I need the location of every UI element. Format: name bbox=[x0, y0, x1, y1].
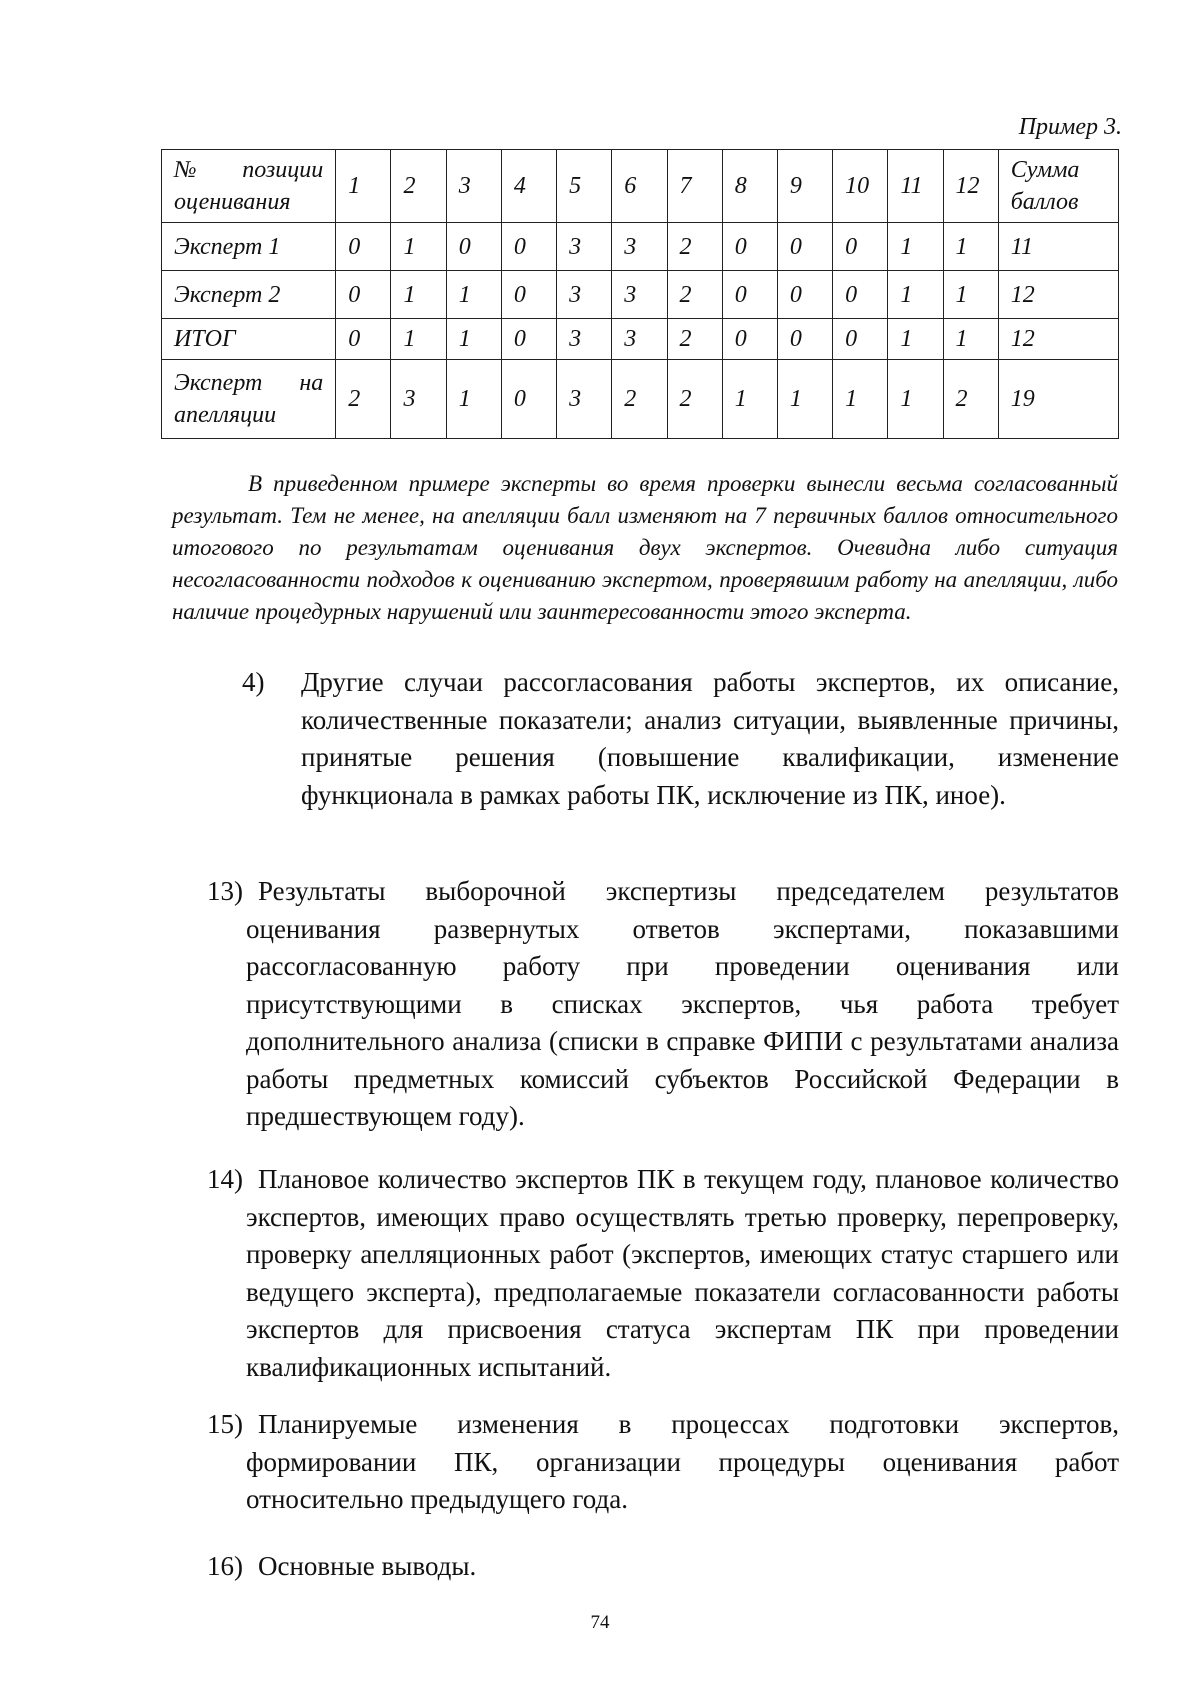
score-cell: 1 bbox=[777, 360, 832, 439]
score-cell: 0 bbox=[336, 319, 391, 360]
score-cell: 3 bbox=[612, 319, 667, 360]
score-cell: 3 bbox=[391, 360, 446, 439]
score-cell: 2 bbox=[667, 319, 722, 360]
list-item bbox=[0, 664, 1200, 864]
score-cell: 3 bbox=[557, 271, 612, 319]
score-cell: 0 bbox=[722, 319, 777, 360]
score-cell: 2 bbox=[667, 360, 722, 439]
list-item-text: Результаты выборочной экспертизы председателем результатов оценивания развернутых ответов экспертами, показавшими рассогласованную работу при проведении оценивания или присутствующими в списках экспертов, чья работа требует дополнительного анализа (списки в справке ФИПИ с результатами анализа работы предметных комиссий субъектов Российской Федерации в предшествующем году). bbox=[246, 876, 1119, 1131]
header-position-cell: 12 bbox=[943, 150, 998, 223]
score-cell: 0 bbox=[501, 271, 556, 319]
score-cell: 0 bbox=[833, 319, 888, 360]
score-cell: 1 bbox=[446, 319, 501, 360]
header-position-cell: 2 bbox=[391, 150, 446, 223]
score-cell: 0 bbox=[777, 319, 832, 360]
score-cell: 1 bbox=[888, 319, 943, 360]
row-label-cell: Эксперт 2 bbox=[162, 271, 336, 319]
score-cell: 1 bbox=[722, 360, 777, 439]
score-cell: 0 bbox=[336, 271, 391, 319]
header-position-cell: 3 bbox=[446, 150, 501, 223]
row-label-cell: ИТОГ bbox=[162, 319, 336, 360]
score-cell: 2 bbox=[667, 271, 722, 319]
score-cell: 3 bbox=[612, 271, 667, 319]
page-number: 74 bbox=[590, 1612, 610, 1633]
score-cell: 2 bbox=[667, 223, 722, 271]
score-cell: 1 bbox=[888, 360, 943, 439]
list-item-text: Плановое количество экспертов ПК в текущем году, плановое количество экспертов, имеющих право осуществлять третью проверку, перепроверку, проверку апелляционных работ (экспертов, имеющих статус старшего или ведущего эксперта), предполагаемые показатели согласованности работы экспертов для присвоения статуса экспертам ПК при проведении квалификационных испытаний. bbox=[246, 1164, 1119, 1382]
header-position-cell: 4 bbox=[501, 150, 556, 223]
header-position-cell: 6 bbox=[612, 150, 667, 223]
example-label: Пример 3. bbox=[1018, 114, 1122, 140]
score-cell: 0 bbox=[722, 223, 777, 271]
score-cell: 0 bbox=[777, 271, 832, 319]
score-cell: 1 bbox=[888, 223, 943, 271]
list-item-number: 4) bbox=[242, 667, 265, 697]
score-cell: 1 bbox=[391, 223, 446, 271]
score-cell: 0 bbox=[777, 223, 832, 271]
score-cell: 1 bbox=[446, 360, 501, 439]
score-cell: 0 bbox=[446, 223, 501, 271]
list-item-number: 15) bbox=[207, 1409, 243, 1439]
list-item-number: 13) bbox=[207, 876, 243, 906]
example-commentary: В приведенном примере эксперты во время проверки вынесли весьма согласованный результат. Тем не менее, на апелляции балл изменяют на 7 первичных баллов относительного итогового по результатам оценивания двух экспертов. Очевидна либо ситуация несогласованности подходов к оцениванию экспертом, проверявшим работу на апелляции, либо наличие процедурных нарушений или заинтересованности этого эксперта. bbox=[172, 471, 1118, 624]
score-cell: 0 bbox=[501, 360, 556, 439]
list-item-text: Другие случаи рассогласования работы экспертов, их описание, количественные показатели; анализ ситуации, выявленные причины, принятые решения (повышение квалификации, изменение функционала в рамках работы ПК, исключение из ПК, иное). bbox=[301, 667, 1119, 810]
header-total-cell: Сумма баллов bbox=[998, 150, 1118, 223]
score-cell: 2 bbox=[943, 360, 998, 439]
table-row bbox=[162, 223, 1119, 271]
score-cell: 1 bbox=[943, 319, 998, 360]
list-item-number: 14) bbox=[207, 1164, 243, 1194]
scores-table bbox=[161, 149, 1119, 439]
total-cell: 19 bbox=[998, 360, 1118, 439]
score-cell: 1 bbox=[888, 271, 943, 319]
table-row bbox=[162, 360, 1119, 439]
list-item-number: 16) bbox=[207, 1551, 243, 1581]
row-label-cell: Эксперт 1 bbox=[162, 223, 336, 271]
score-cell: 3 bbox=[557, 223, 612, 271]
table-row bbox=[162, 319, 1119, 360]
score-cell: 1 bbox=[943, 271, 998, 319]
score-cell: 0 bbox=[501, 319, 556, 360]
score-cell: 1 bbox=[833, 360, 888, 439]
header-position-cell: 10 bbox=[833, 150, 888, 223]
table-row bbox=[162, 271, 1119, 319]
score-cell: 0 bbox=[336, 223, 391, 271]
header-position-cell: 5 bbox=[557, 150, 612, 223]
score-cell: 3 bbox=[557, 360, 612, 439]
total-cell: 11 bbox=[998, 223, 1118, 271]
score-cell: 1 bbox=[446, 271, 501, 319]
header-label-cell: № позиции оценивания bbox=[162, 150, 336, 223]
score-cell: 1 bbox=[943, 223, 998, 271]
score-cell: 3 bbox=[557, 319, 612, 360]
score-cell: 0 bbox=[833, 271, 888, 319]
total-cell: 12 bbox=[998, 271, 1118, 319]
score-cell: 2 bbox=[336, 360, 391, 439]
score-cell: 1 bbox=[391, 271, 446, 319]
score-cell: 0 bbox=[833, 223, 888, 271]
score-cell: 0 bbox=[501, 223, 556, 271]
header-position-cell: 7 bbox=[667, 150, 722, 223]
total-cell: 12 bbox=[998, 319, 1118, 360]
header-position-cell: 1 bbox=[336, 150, 391, 223]
row-label-cell: Эксперт на апелляции bbox=[162, 360, 336, 439]
table-header-row bbox=[162, 150, 1119, 223]
header-position-cell: 8 bbox=[722, 150, 777, 223]
header-position-cell: 9 bbox=[777, 150, 832, 223]
score-cell: 0 bbox=[722, 271, 777, 319]
score-cell: 2 bbox=[612, 360, 667, 439]
list-item-text: Планируемые изменения в процессах подготовки экспертов, формировании ПК, организации процедуры оценивания работ относительно предыдущего года. bbox=[246, 1409, 1119, 1514]
header-position-cell: 11 bbox=[888, 150, 943, 223]
score-cell: 3 bbox=[612, 223, 667, 271]
score-cell: 1 bbox=[391, 319, 446, 360]
list-item-text: Основные выводы. bbox=[258, 1551, 477, 1581]
